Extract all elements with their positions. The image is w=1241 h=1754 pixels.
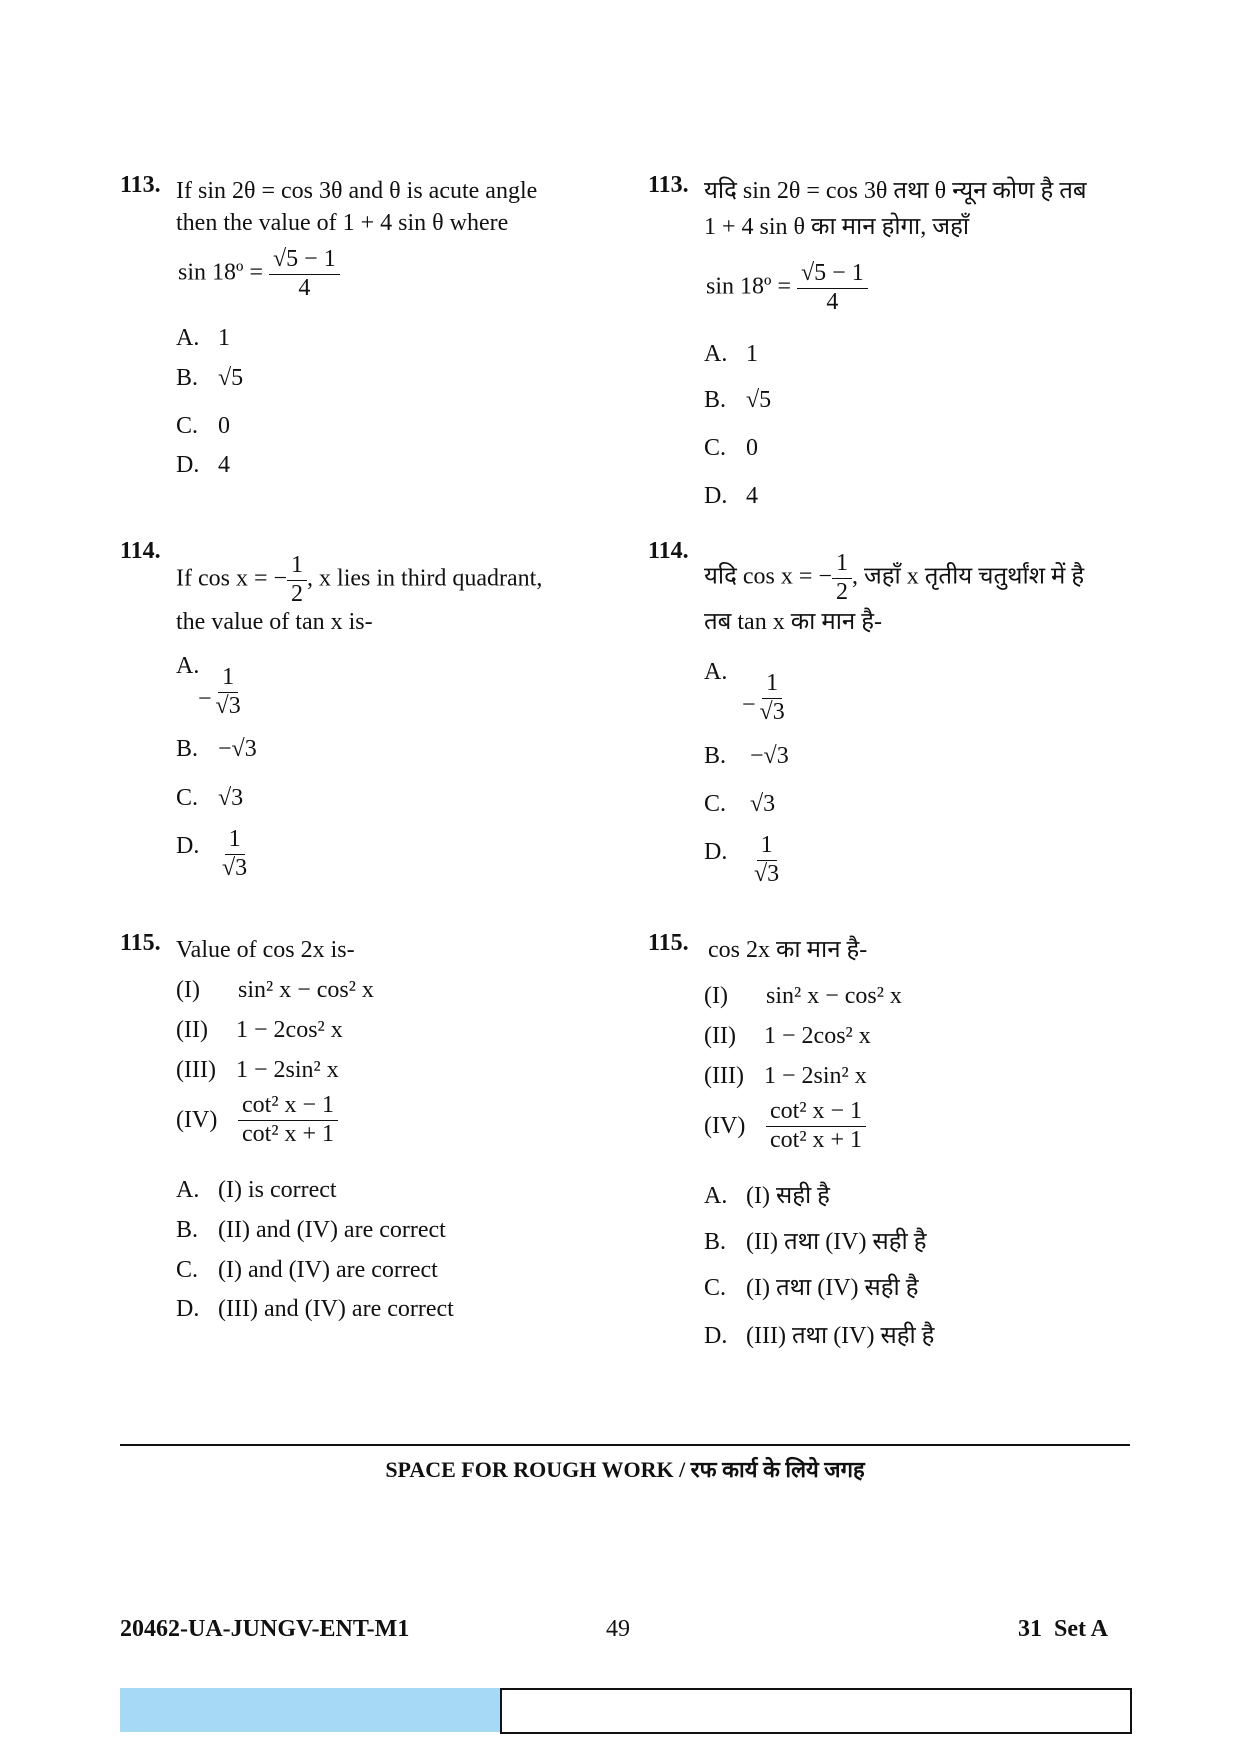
fraction xyxy=(766,1098,866,1154)
question-stem xyxy=(176,175,537,240)
option-b[interactable] xyxy=(176,362,243,394)
fraction xyxy=(756,670,789,726)
stem-line: If sin 2θ = cos 3θ and θ is acute angle xyxy=(176,178,538,204)
question-number: 113. xyxy=(648,172,689,198)
option-b[interactable] xyxy=(176,1214,446,1246)
option-label: D. xyxy=(176,452,200,478)
option-d[interactable] xyxy=(704,832,783,892)
statement-label: (IV) xyxy=(704,1112,746,1139)
question-stem xyxy=(704,550,1084,606)
statement-iv xyxy=(704,1098,866,1154)
statement-text: 1 − 2sin² x xyxy=(236,1057,339,1083)
denominator: cot² x + 1 xyxy=(770,1126,863,1153)
fraction xyxy=(218,826,251,882)
stem-line: यदि sin 2θ = cos 3θ तथा θ न्यून कोण है तब xyxy=(704,178,1087,204)
fraction xyxy=(287,552,307,608)
option-a[interactable] xyxy=(176,1174,337,1206)
option-label: B. xyxy=(176,1217,199,1243)
accent-bar xyxy=(120,1688,500,1732)
fraction xyxy=(238,1092,338,1148)
question-stem xyxy=(704,175,1087,244)
option-text: 1 xyxy=(218,325,230,351)
fraction xyxy=(750,832,783,888)
numerator: √5 − 1 xyxy=(269,246,340,275)
given-lhs: sin 18º = xyxy=(178,259,263,286)
stem-text: , जहाँ x तृतीय चतुर्थांश में है xyxy=(851,563,1085,590)
option-label: B. xyxy=(704,743,727,769)
option-label: B. xyxy=(176,365,199,391)
numerator: 1 xyxy=(225,826,245,855)
page-number: 49 xyxy=(606,1616,630,1642)
denominator: √3 xyxy=(754,860,780,887)
paper-code: 20462-UA-JUNGV-ENT-M1 xyxy=(120,1616,410,1642)
option-c[interactable] xyxy=(176,1254,438,1286)
numerator: 1 xyxy=(762,670,782,699)
option-text: −√3 xyxy=(750,743,789,769)
option-label: A. xyxy=(176,1177,200,1203)
denominator: √3 xyxy=(215,692,241,719)
fraction xyxy=(212,664,245,720)
option-label: C. xyxy=(704,435,727,461)
option-d[interactable] xyxy=(704,1320,934,1352)
stem-text: यदि cos x = − xyxy=(704,563,832,590)
statement-ii xyxy=(704,1020,871,1052)
option-label: A. xyxy=(704,659,728,685)
option-a[interactable] xyxy=(704,1180,830,1212)
statement-text: sin² x − cos² x xyxy=(766,983,902,1009)
stem-text: If cos x = − xyxy=(176,565,288,592)
option-text: √3 xyxy=(750,791,776,817)
option-a[interactable] xyxy=(176,650,265,719)
question-number: 115. xyxy=(120,930,161,956)
option-label: B. xyxy=(176,736,199,762)
statement-label: (IV) xyxy=(176,1106,218,1133)
option-label: C. xyxy=(704,1275,727,1301)
numerator: √5 − 1 xyxy=(797,260,868,289)
stem-line: 1 + 4 sin θ का मान होगा, जहाँ xyxy=(704,214,970,241)
option-b[interactable] xyxy=(176,733,257,765)
option-text: √3 xyxy=(218,785,244,811)
option-label: C. xyxy=(176,1257,199,1283)
statement-i xyxy=(704,980,902,1012)
option-label: D. xyxy=(176,1296,200,1322)
denominator: 2 xyxy=(835,578,848,605)
numerator: 1 xyxy=(757,832,777,861)
option-label: A. xyxy=(704,1183,728,1209)
set-indicator xyxy=(1018,1616,1108,1643)
option-a[interactable] xyxy=(704,656,793,725)
statement-i xyxy=(176,974,374,1006)
option-text: (I) is correct xyxy=(218,1177,337,1203)
option-label: C. xyxy=(176,413,199,439)
option-label: B. xyxy=(704,1229,727,1255)
option-text: (II) and (IV) are correct xyxy=(218,1217,446,1243)
option-b[interactable] xyxy=(704,740,789,772)
fraction xyxy=(269,246,340,302)
statement-text: 1 − 2cos² x xyxy=(764,1023,871,1049)
option-d[interactable] xyxy=(176,826,251,886)
option-text: √5 xyxy=(218,365,244,391)
option-label: C. xyxy=(176,785,199,811)
minus-sign: − xyxy=(742,691,756,718)
given-expression xyxy=(706,260,868,316)
statement-label: (I) xyxy=(704,983,728,1009)
option-text: 1 xyxy=(746,341,758,367)
numerator: 1 xyxy=(832,550,852,579)
set-label: Set A xyxy=(1054,1616,1108,1642)
statement-text: 1 − 2sin² x xyxy=(764,1063,867,1089)
option-text: 4 xyxy=(746,483,758,509)
fraction xyxy=(832,550,852,606)
set-number: 31 xyxy=(1018,1616,1042,1642)
option-text: (II) तथा (IV) सही है xyxy=(746,1229,927,1255)
statement-label: (I) xyxy=(176,977,200,1003)
question-stem: cos 2x का मान है- xyxy=(708,937,868,963)
fraction xyxy=(797,260,868,316)
option-c[interactable] xyxy=(704,432,758,464)
option-label: A. xyxy=(704,341,728,367)
option-a[interactable] xyxy=(704,338,758,370)
option-label: D. xyxy=(704,1323,728,1349)
stem-line: the value of tan x is- xyxy=(176,609,373,635)
option-label: D. xyxy=(704,839,728,865)
numerator: 1 xyxy=(218,664,238,693)
option-text: 4 xyxy=(218,452,230,478)
numerator: cot² x − 1 xyxy=(766,1098,866,1127)
stem-text: , x lies in third quadrant, xyxy=(307,565,543,592)
option-label: A. xyxy=(176,653,200,679)
statement-iii xyxy=(176,1054,339,1086)
option-text: 0 xyxy=(218,413,230,439)
option-text: (I) तथा (IV) सही है xyxy=(746,1275,919,1301)
option-text: (III) तथा (IV) सही है xyxy=(746,1323,935,1349)
question-number: 114. xyxy=(120,538,161,564)
statement-label: (II) xyxy=(176,1017,208,1043)
option-c[interactable] xyxy=(704,788,775,820)
option-d[interactable] xyxy=(176,1293,454,1325)
question-number: 113. xyxy=(120,172,161,198)
statement-text: sin² x − cos² x xyxy=(238,977,374,1003)
option-label: B. xyxy=(704,387,727,413)
statement-text: 1 − 2cos² x xyxy=(236,1017,343,1043)
minus-sign: − xyxy=(198,685,212,712)
option-label: D. xyxy=(176,833,200,859)
option-text: −√3 xyxy=(218,736,257,762)
question-stem: Value of cos 2x is- xyxy=(176,937,355,963)
statement-iii xyxy=(704,1060,867,1092)
denominator: 2 xyxy=(291,580,304,607)
statement-label: (III) xyxy=(704,1063,744,1089)
given-lhs: sin 18º = xyxy=(706,273,791,300)
denominator: cot² x + 1 xyxy=(242,1120,335,1147)
statement-iv xyxy=(176,1092,338,1148)
option-a[interactable] xyxy=(176,322,230,354)
option-label: A. xyxy=(176,325,200,351)
option-label: C. xyxy=(704,791,727,817)
option-text: (I) and (IV) are correct xyxy=(218,1257,438,1283)
question-number: 114. xyxy=(648,538,689,564)
denominator: √3 xyxy=(222,854,248,881)
stem-line: तब tan x का मान है- xyxy=(704,609,882,635)
given-expression xyxy=(178,246,340,302)
numerator: 1 xyxy=(287,552,307,581)
stem-line: then the value of 1 + 4 sin θ where xyxy=(176,210,509,237)
option-c[interactable] xyxy=(176,782,243,814)
option-text: (III) and (IV) are correct xyxy=(218,1296,454,1322)
denominator: √3 xyxy=(759,698,785,725)
option-label: D. xyxy=(704,483,728,509)
option-b[interactable] xyxy=(704,384,771,416)
rough-work-heading: SPACE FOR ROUGH WORK / रफ कार्य के लिये जगह xyxy=(385,1457,865,1482)
footer-box xyxy=(500,1688,1132,1734)
question-stem xyxy=(176,552,542,608)
option-text: (I) सही है xyxy=(746,1183,830,1209)
option-c[interactable] xyxy=(176,410,230,442)
option-d[interactable] xyxy=(176,449,230,481)
option-c[interactable] xyxy=(704,1272,918,1304)
option-b[interactable] xyxy=(704,1226,926,1258)
option-text: √5 xyxy=(746,387,772,413)
question-number: 115. xyxy=(648,930,689,956)
denominator: 4 xyxy=(826,288,839,315)
statement-label: (III) xyxy=(176,1057,216,1083)
rough-work-divider xyxy=(120,1444,1130,1446)
numerator: cot² x − 1 xyxy=(238,1092,338,1121)
option-text: 0 xyxy=(746,435,758,461)
denominator: 4 xyxy=(298,274,311,301)
option-d[interactable] xyxy=(704,480,758,512)
statement-label: (II) xyxy=(704,1023,736,1049)
statement-ii xyxy=(176,1014,343,1046)
